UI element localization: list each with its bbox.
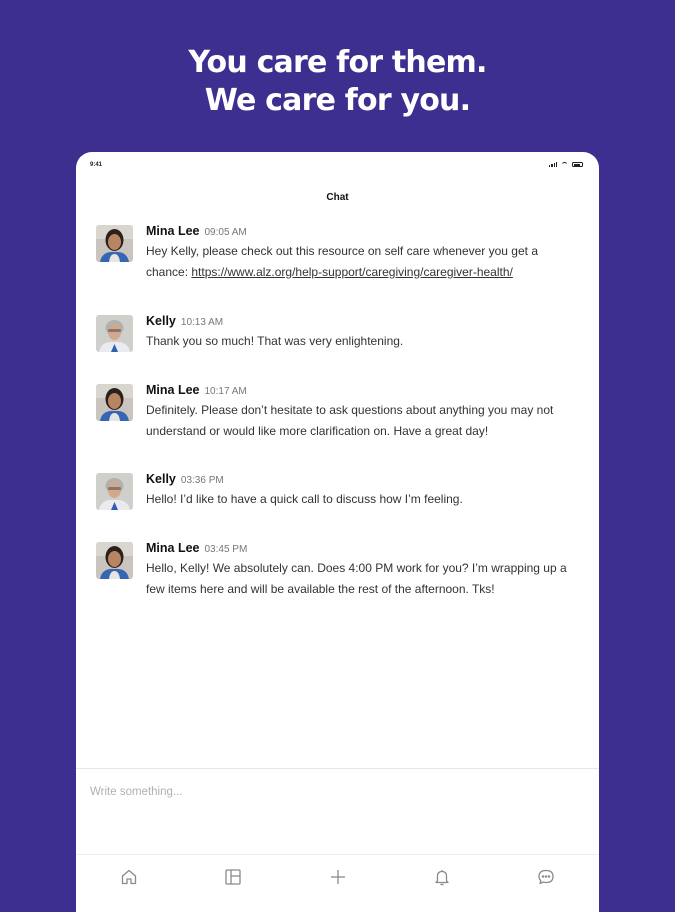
signal-icon (549, 162, 557, 167)
status-icons (549, 162, 583, 167)
layout-icon (224, 868, 242, 886)
message-text: Hello! I’d like to have a quick call to discuss how I’m feeling. (146, 492, 463, 506)
message-composer (76, 768, 599, 855)
device-screen (76, 152, 599, 912)
mina-avatar[interactable] (96, 384, 133, 421)
kelly-avatar[interactable] (96, 315, 133, 352)
hero-headline (0, 44, 675, 120)
headline-line-2: We care for you. (204, 83, 471, 118)
battery-icon (572, 162, 583, 167)
message-time: 10:17 AM (204, 386, 247, 397)
message-sender: Mina Lee (146, 541, 200, 555)
message-text-content: Hey Kelly, please check out this resource on self care whenever you get a chance: (146, 244, 538, 279)
status-time: 9:41 (90, 162, 103, 168)
kelly-avatar[interactable] (96, 473, 133, 510)
home-icon (120, 868, 138, 886)
message-sender: Mina Lee (146, 383, 200, 397)
message-text (146, 241, 579, 282)
message-time: 03:45 PM (204, 544, 248, 555)
tab-home[interactable] (118, 866, 140, 888)
message-time: 10:13 AM (180, 317, 224, 328)
message-text: Hello, Kelly! We absolutely can. Does 4:00 PM work for you? I’m wrapping up a few items here and will be available the rest of the afternoon. Tks! (146, 561, 567, 596)
plus-icon (329, 868, 347, 886)
chat-bubble-icon (537, 868, 555, 886)
resource-link[interactable]: https://www.alz.org/help-support/caregiving/caregiver-health/ (191, 264, 513, 279)
message-sender: Mina Lee (146, 224, 200, 238)
mina-avatar[interactable] (96, 542, 133, 579)
tab-dashboard[interactable] (222, 866, 244, 888)
headline-line-1: You care for them. (188, 45, 487, 80)
wifi-icon (561, 162, 568, 167)
tab-notifications[interactable] (431, 866, 453, 888)
bottom-tab-bar (76, 854, 599, 900)
tab-chat[interactable] (535, 866, 557, 888)
message-text: Thank you so much! That was very enlightening. (146, 334, 404, 348)
status-bar (76, 152, 599, 178)
message-sender: Kelly (146, 314, 176, 328)
message-time: 03:36 PM (180, 475, 224, 486)
message-sender: Kelly (146, 472, 176, 486)
message-time: 09:05 AM (204, 227, 247, 238)
message-text: Definitely. Please don’t hesitate to ask questions about anything you may not understand or would like more clarification on. Have a great day! (146, 403, 554, 438)
tab-add[interactable] (327, 866, 349, 888)
mina-avatar[interactable] (96, 225, 133, 262)
bell-icon (433, 868, 451, 886)
message-input[interactable] (88, 781, 572, 803)
chat-title: Chat (326, 192, 349, 203)
